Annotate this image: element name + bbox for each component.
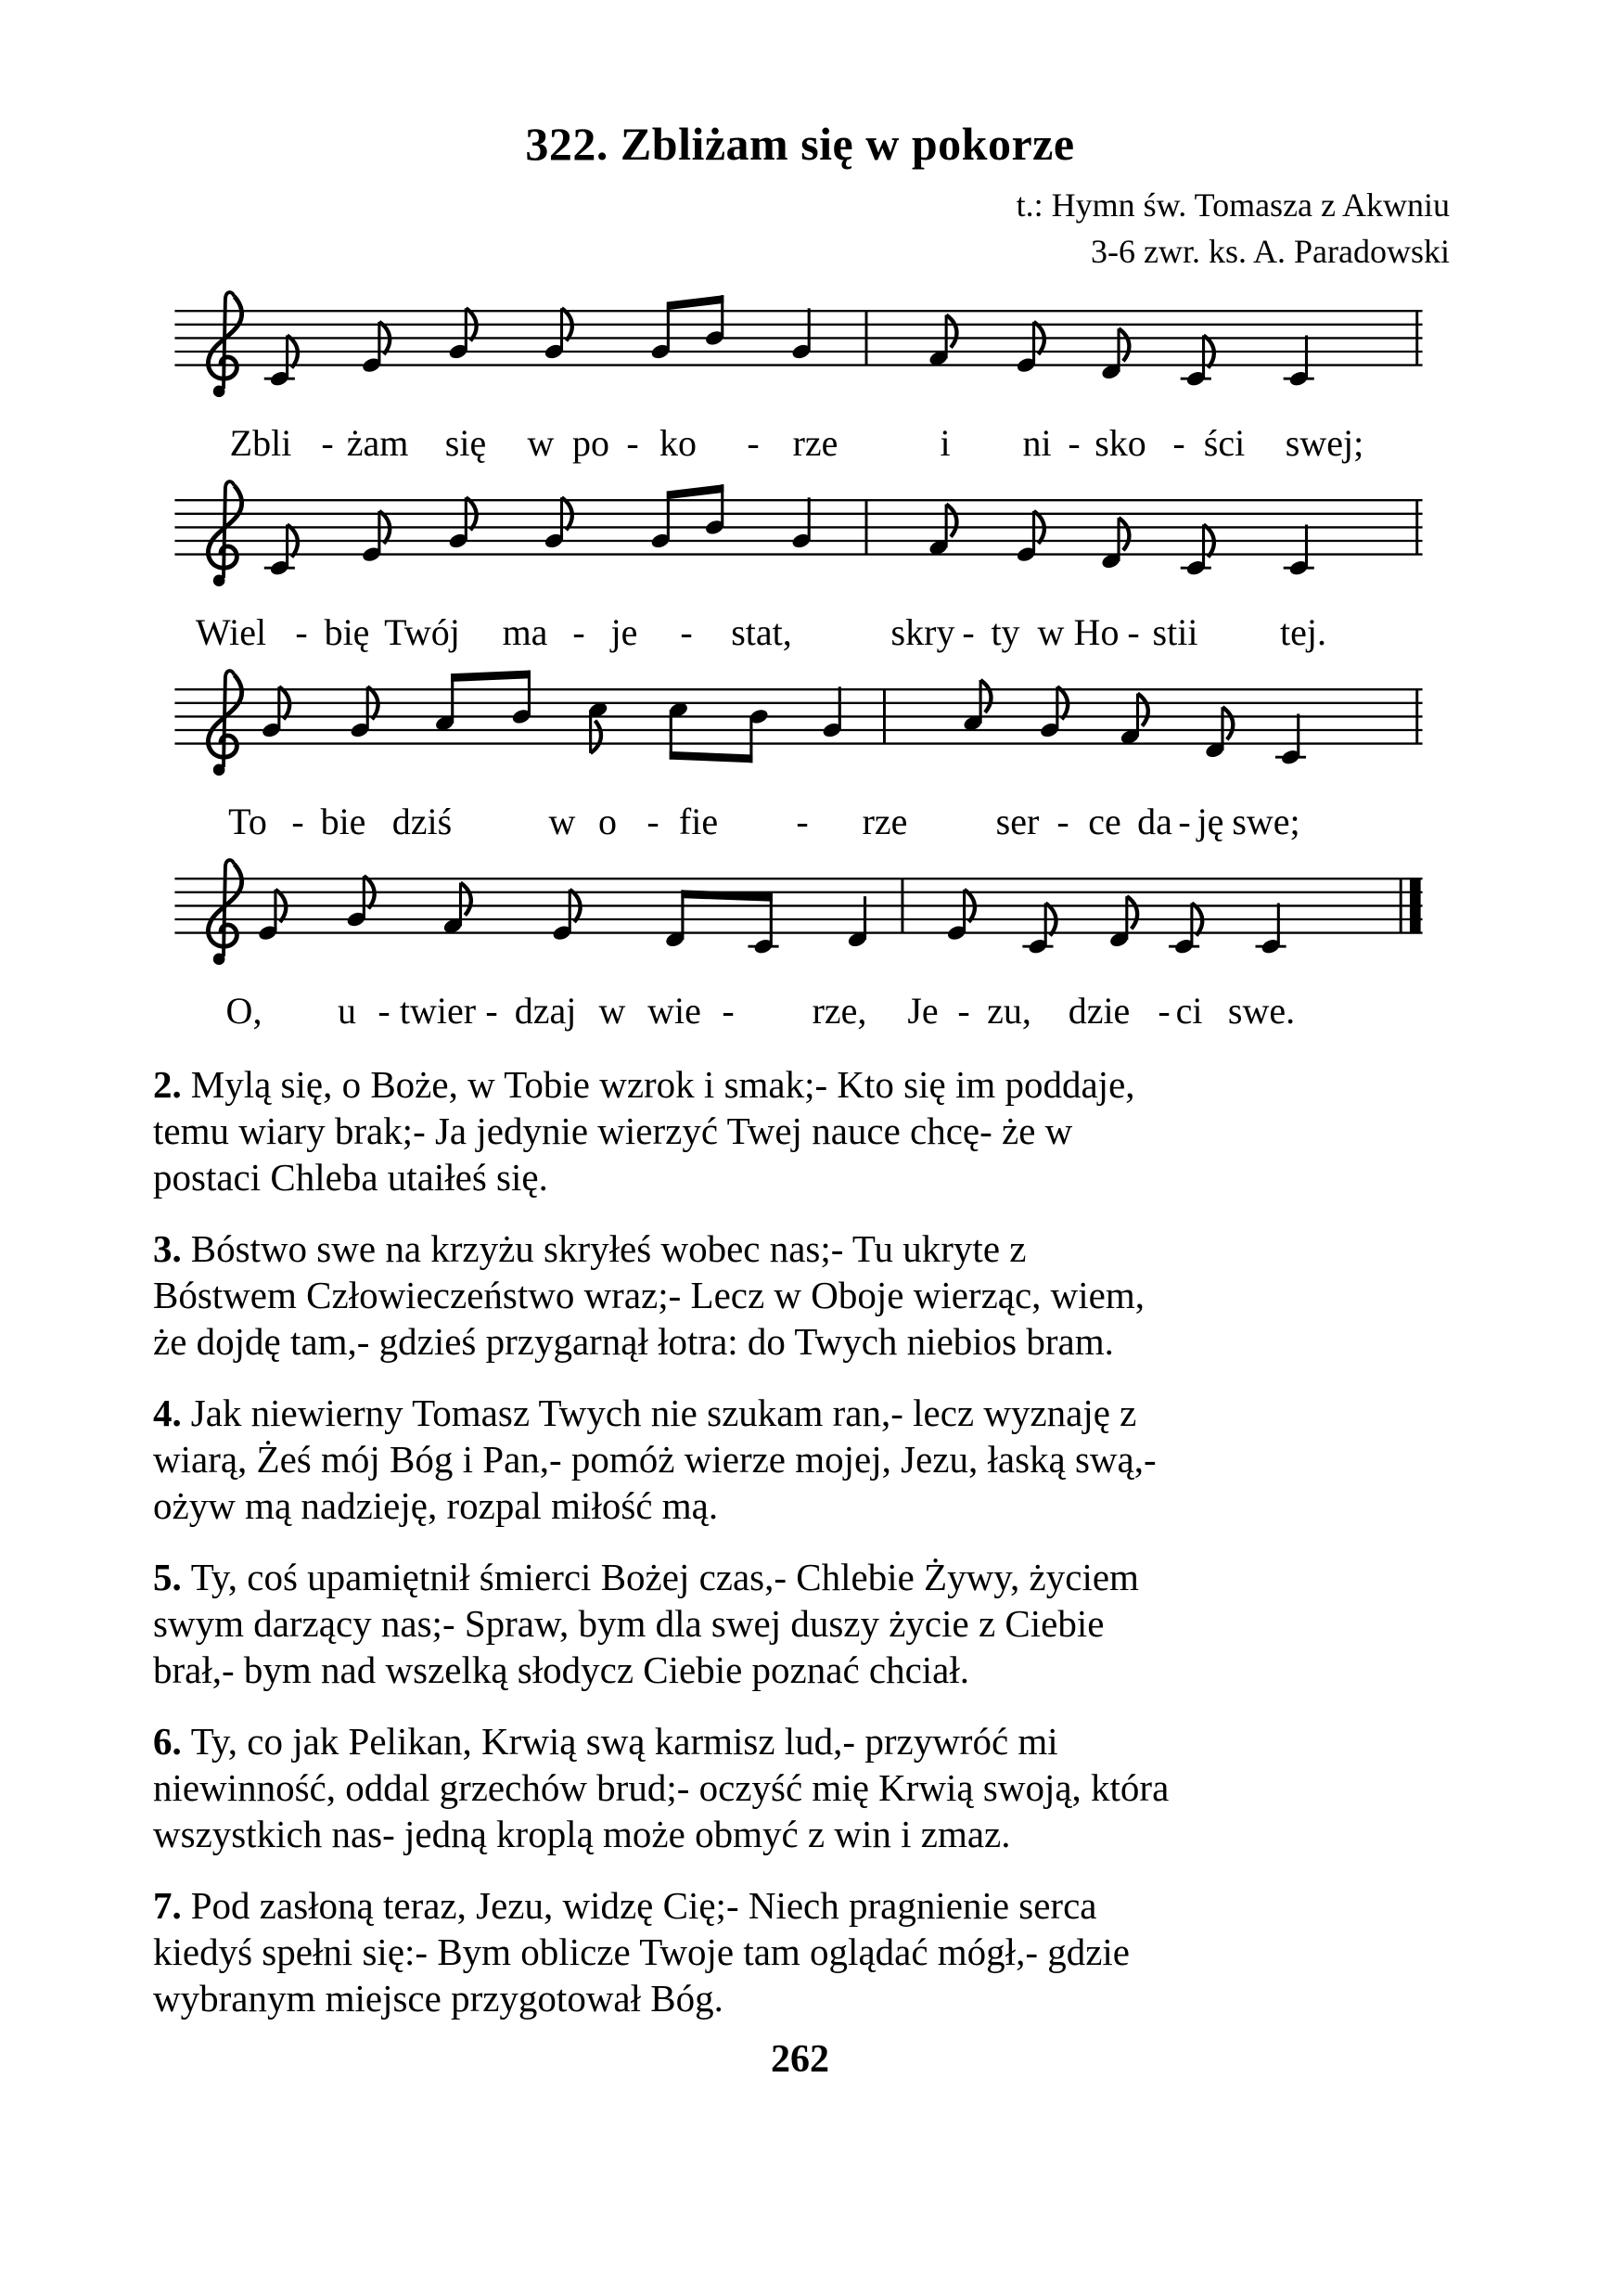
lyric-syllable: sko bbox=[1094, 422, 1146, 464]
lyric-syllable: twier bbox=[399, 990, 477, 1032]
verse-2 bbox=[153, 1061, 1452, 1200]
lyric-syllable: - bbox=[1056, 801, 1069, 842]
note bbox=[1108, 896, 1137, 949]
lyric-syllable: dziś bbox=[391, 801, 453, 842]
note bbox=[847, 896, 868, 949]
verse-7 bbox=[153, 1882, 1452, 2021]
lyric-syllable: rze bbox=[862, 801, 908, 842]
attribution-author-line: 3-6 zwr. ks. A. Paradowski bbox=[1091, 233, 1450, 270]
final-barline-thick bbox=[1410, 878, 1421, 933]
lyric-syllable: To bbox=[228, 801, 267, 842]
verse-6 bbox=[153, 1718, 1452, 1857]
lyric-syllable: swe. bbox=[1227, 990, 1296, 1032]
lyric-syllable: da bbox=[1137, 801, 1172, 842]
lyric-syllable: bię bbox=[324, 611, 370, 653]
lyric-syllable: żam bbox=[346, 422, 409, 464]
lyric-syllable: rze, bbox=[812, 990, 867, 1032]
eighth-flag bbox=[1127, 896, 1137, 929]
lyric-syllable: ni bbox=[1022, 422, 1052, 464]
verse-number: 5. bbox=[153, 1556, 182, 1598]
treble-clef-icon bbox=[209, 481, 242, 586]
attribution bbox=[0, 182, 1450, 275]
verse-text: Bóstwo swe na krzyżu skryłeś wobec nas;- Tu ukryte z Bóstwem Człowieczeństwo wraz;- Lecz w Oboje wierząc, wiem, że dojdę tam,- gdzieś przygarnął łotra: do Twych niebios bram. bbox=[153, 1227, 1146, 1363]
lyric-syllable: Ho bbox=[1073, 611, 1120, 653]
verse-4 bbox=[153, 1390, 1452, 1529]
note bbox=[349, 686, 378, 739]
verse-text: Ty, co jak Pelikan, Krwią swą karmisz lud,- przywróć mi niewinność, oddal grzechów brud;- oczyść mię Krwią swoją, która wszystkich nas- jedną kroplą może obmyć z win i zmaz. bbox=[153, 1720, 1170, 1855]
page-title: 322. Zbliżam się w pokorze bbox=[525, 118, 1075, 170]
verse-number: 2. bbox=[153, 1063, 182, 1106]
lyric-syllable: - bbox=[321, 422, 334, 464]
lyric-syllable: Je bbox=[907, 990, 939, 1032]
note bbox=[1120, 694, 1148, 747]
lyric-syllable: - bbox=[626, 422, 639, 464]
eighth-flag bbox=[591, 721, 601, 753]
lyric-syllable: - bbox=[378, 990, 390, 1032]
note bbox=[1039, 686, 1068, 739]
lyric-syllable: stii bbox=[1152, 611, 1198, 653]
lyric-syllable: ści bbox=[1203, 422, 1246, 464]
staff-2 bbox=[153, 473, 1444, 609]
note bbox=[261, 686, 289, 739]
lyric-syllable: - bbox=[485, 990, 498, 1032]
note bbox=[346, 876, 375, 929]
eighth-flag bbox=[460, 883, 470, 916]
lyric-syllable: o bbox=[598, 801, 617, 842]
staff-system-3 bbox=[153, 662, 1444, 850]
lyric-syllable: swej; bbox=[1285, 422, 1364, 464]
verse-number: 3. bbox=[153, 1227, 182, 1270]
note bbox=[1016, 511, 1044, 564]
lyric-syllable: - bbox=[291, 801, 304, 842]
note bbox=[264, 524, 298, 577]
verse-number: 4. bbox=[153, 1392, 182, 1434]
beam bbox=[451, 671, 531, 682]
note bbox=[1022, 903, 1056, 956]
lyric-syllable: - bbox=[646, 801, 659, 842]
lyric-syllable: O, bbox=[225, 990, 262, 1032]
note bbox=[264, 335, 298, 388]
note bbox=[1204, 707, 1233, 760]
note bbox=[448, 497, 477, 550]
lyric-syllable: ję bbox=[1197, 801, 1224, 842]
lyric-syllable: ty bbox=[991, 611, 1020, 653]
lyric-syllable: bie bbox=[320, 801, 366, 842]
verse-text: Mylą się, o Boże, w Tobie wzrok i smak;- Kto się im poddaje, temu wiary brak;- Ja jedynie wierzyć Twej nauce chcę- że w postaci Chleba utaiłeś się. bbox=[153, 1063, 1135, 1199]
lyric-syllable: się bbox=[444, 422, 487, 464]
staff-2-lyrics bbox=[153, 609, 1444, 661]
lyric-syllable: - bbox=[295, 611, 308, 653]
staff-system-1 bbox=[153, 284, 1444, 471]
beam bbox=[667, 484, 724, 499]
beam bbox=[667, 295, 724, 310]
staff-4 bbox=[153, 852, 1444, 987]
note bbox=[928, 505, 956, 558]
note bbox=[681, 890, 778, 956]
note bbox=[1284, 335, 1314, 388]
verse-number: 7. bbox=[153, 1884, 182, 1927]
lyric-syllable: Zbli bbox=[229, 422, 292, 464]
eighth-flag bbox=[980, 680, 991, 712]
lyric-syllable: Twój bbox=[384, 611, 460, 653]
lyric-syllable: stat, bbox=[731, 611, 792, 653]
lyric-syllable: ser bbox=[995, 801, 1040, 842]
note bbox=[667, 295, 725, 347]
lyric-syllable: w bbox=[598, 990, 626, 1032]
eighth-flag bbox=[946, 505, 956, 537]
note bbox=[1016, 322, 1044, 375]
note bbox=[544, 497, 572, 550]
lyric-syllable: - bbox=[572, 611, 585, 653]
lyric-syllable: - bbox=[1158, 990, 1171, 1032]
note bbox=[1181, 524, 1214, 577]
lyric-syllable: ma bbox=[502, 611, 548, 653]
staff-3-lyrics bbox=[153, 798, 1444, 850]
lyric-syllable: - bbox=[1172, 422, 1185, 464]
staff-system-4 bbox=[153, 852, 1444, 1039]
lyric-syllable: ko bbox=[659, 422, 697, 464]
music-score bbox=[153, 284, 1444, 1039]
lyric-syllable: Wiel bbox=[195, 611, 267, 653]
note bbox=[361, 511, 390, 564]
staff-system-2 bbox=[153, 473, 1444, 661]
lyric-syllable: wie bbox=[647, 990, 701, 1032]
lyric-syllable: po bbox=[572, 422, 609, 464]
note bbox=[1169, 903, 1202, 956]
eighth-flag bbox=[946, 315, 956, 348]
lyric-syllable: w bbox=[548, 801, 576, 842]
lyric-syllable: dzie bbox=[1068, 990, 1131, 1032]
treble-clef-icon bbox=[209, 671, 242, 776]
lyric-syllable: - bbox=[1127, 611, 1140, 653]
note bbox=[257, 890, 286, 943]
page-number: 262 bbox=[771, 2038, 829, 2081]
lyric-syllable: - bbox=[1068, 422, 1081, 464]
note bbox=[1275, 713, 1306, 766]
note bbox=[1256, 903, 1286, 956]
beam bbox=[670, 751, 753, 763]
treble-clef-icon bbox=[209, 860, 242, 965]
verse-number: 6. bbox=[153, 1720, 182, 1763]
note bbox=[822, 686, 843, 739]
lyric-syllable: - bbox=[962, 611, 975, 653]
note bbox=[587, 700, 608, 753]
lyric-syllable: w bbox=[1037, 611, 1065, 653]
note bbox=[790, 497, 812, 550]
lyric-syllable: u bbox=[338, 990, 356, 1032]
lyric-syllable: - bbox=[1178, 801, 1191, 842]
lyric-syllable: w bbox=[527, 422, 555, 464]
lyric-syllable: - bbox=[680, 611, 693, 653]
eighth-flag bbox=[1119, 328, 1129, 361]
lyric-syllable: zu, bbox=[987, 990, 1031, 1032]
note bbox=[962, 680, 991, 733]
verse-text: Jak niewierny Tomasz Twych nie szukam ran,- lecz wyznaję z wiarą, Żeś mój Bóg i Pan,- pomóż wierze mojej, Jezu, łaską swą,- ożyw mą nadzieję, rozpal miłość mą. bbox=[153, 1392, 1157, 1527]
lyric-syllable: - bbox=[796, 801, 809, 842]
note bbox=[1100, 518, 1129, 571]
staff-1-lyrics bbox=[153, 419, 1444, 471]
lyric-syllable: ce bbox=[1088, 801, 1121, 842]
staff-1 bbox=[153, 284, 1444, 419]
lyric-syllable: fie bbox=[678, 801, 719, 842]
lyric-syllable: dzaj bbox=[514, 990, 577, 1032]
lyric-syllable: tej. bbox=[1280, 611, 1326, 653]
verse-3 bbox=[153, 1225, 1452, 1365]
note bbox=[946, 890, 975, 943]
verse-text: Ty, coś upamiętnił śmierci Bożej czas,- Chlebie Żywy, życiem swym darzący nas;- Spraw, bym dla swej duszy życie z Ciebie brał,- bym nad wszelką słodycz Ciebie poznać chciał. bbox=[153, 1556, 1139, 1691]
note bbox=[448, 308, 477, 361]
note bbox=[361, 322, 390, 375]
eighth-flag bbox=[1222, 707, 1233, 739]
note bbox=[790, 308, 812, 361]
note bbox=[667, 484, 725, 536]
lyric-syllable: rze bbox=[792, 422, 838, 464]
verses-block bbox=[153, 1061, 1452, 2021]
lyric-syllable: - bbox=[747, 422, 760, 464]
note bbox=[1100, 328, 1129, 381]
note bbox=[1284, 524, 1314, 577]
note bbox=[1181, 335, 1214, 388]
lyric-syllable: swe; bbox=[1232, 801, 1300, 842]
note bbox=[544, 308, 572, 361]
treble-clef-icon bbox=[209, 292, 242, 397]
lyric-syllable: - bbox=[722, 990, 735, 1032]
verse-text: Pod zasłoną teraz, Jezu, widzę Cię;- Niech pragnienie serca kiedyś spełni się:- Bym oblicze Twoje tam oglądać mógł,- gdzie wybranym miejsce przygotował Bóg. bbox=[153, 1884, 1131, 2020]
note bbox=[551, 890, 580, 943]
note bbox=[442, 883, 471, 936]
lyric-syllable: ci bbox=[1175, 990, 1203, 1032]
staff-4-lyrics bbox=[153, 987, 1444, 1039]
eighth-flag bbox=[1137, 694, 1147, 726]
attribution-text-line: t.: Hymn św. Tomasza z Akwniu bbox=[1016, 186, 1450, 224]
verse-5 bbox=[153, 1554, 1452, 1693]
lyric-syllable: skry bbox=[890, 611, 955, 653]
note bbox=[928, 315, 956, 368]
staff-3 bbox=[153, 662, 1444, 798]
lyric-syllable: - bbox=[957, 990, 970, 1032]
eighth-flag bbox=[1119, 518, 1129, 550]
lyric-syllable: je bbox=[610, 611, 638, 653]
lyric-syllable: i bbox=[940, 422, 951, 464]
